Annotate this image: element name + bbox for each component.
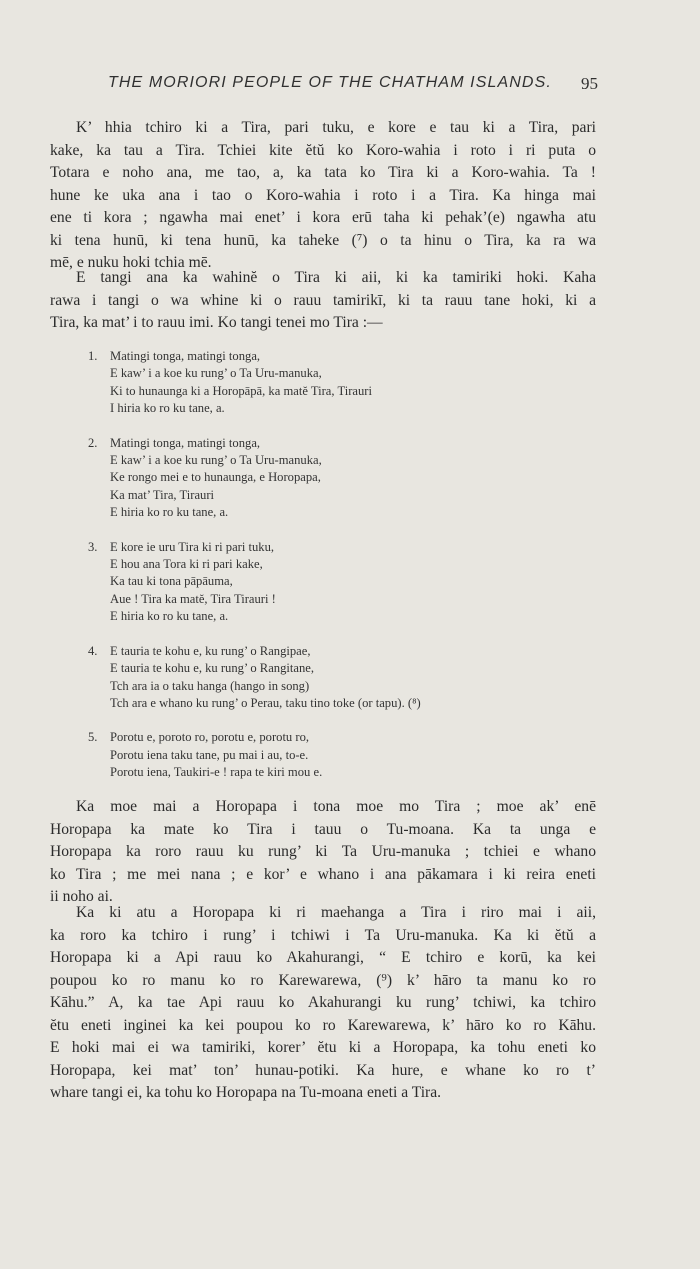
text-line: E hoki mai ei wa tamiriki, korer’ ĕtu ki a Horopapa, ka tohu eneti ko [50, 1039, 596, 1056]
poem-line: Ka tau ki tona pāpāuma, [110, 574, 233, 589]
text-line: E tangi ana ka wahinĕ o Tira ki aii, ki ka tamiriki hoki. Kaha [76, 269, 596, 286]
text-line: Tira, ka mat’ i to rauu imi. Ko tangi tenei mo Tira :— [50, 314, 383, 331]
poem-line: Ke rongo mei e to hunaunga, e Horopapa, [110, 470, 321, 485]
paragraph-3 [50, 796, 596, 909]
stanza-number: 5. [88, 730, 98, 745]
poem-line: Tch ara ia o taku hanga (hango in song) [110, 678, 310, 693]
text-line: Totara e noho ana, me tao, a, ka tata ko Tira ki a Koro-wahia. Ta ! [50, 164, 596, 181]
poem-line: Ka mat’ Tira, Tirauri [110, 487, 215, 502]
poem-line: Porotu iena taku tane, pu mai i au, to-e. [110, 747, 309, 762]
text-line: Ka ki atu a Horopapa ki ri maehanga a Tira i riro mai i aii, [76, 904, 596, 921]
poem-line: E kaw’ i a koe ku rung’ o Ta Uru-manuka, [110, 453, 322, 468]
text-line: ka roro ka tchiro i rung’ i tchiwi i Ta Uru-manuka. Ka ki ĕtŭ a [50, 926, 596, 944]
poem-line: Porotu iena, Taukiri-e ! rapa te kiri mou e. [110, 765, 323, 780]
poem-line: Ki to hunaunga ki a Horopāpā, ka matĕ Tira, Tirauri [110, 383, 372, 398]
stanza-number: 3. [88, 539, 98, 554]
paragraph-2 [50, 267, 596, 335]
text-line: ki tena hunū, ki tena hunū, ka taheke (⁷) o ta hinu o Tira, ka ra wa [50, 231, 596, 249]
stanza-number: 2. [88, 435, 98, 450]
text-line: whare tangi ei, ka tohu ko Horopapa na Tu-moana eneti a Tira. [50, 1084, 442, 1101]
stanza-3 [88, 539, 548, 626]
text-line: Horopapa ka roro rauu ku rung’ ki Ta Uru-manuka ; tchiei e whano [50, 843, 596, 860]
paragraph-4 [50, 902, 596, 1105]
stanza-number: 4. [88, 643, 98, 658]
text-line: ko Tira ; me mei nana ; e kor’ e whano i ana pākamara i ki reira eneti [50, 865, 596, 883]
text-line: K’ hhia tchiro ki a Tira, pari tuku, e kore e tau ki a Tira, pari [76, 119, 596, 136]
page-number: 95 [581, 74, 598, 93]
text-line: Kāhu.” A, ka tae Api rauu ko Akahurangi ku rung’ tchiwi, ka tchiro [50, 994, 596, 1011]
stanza-number: 1. [88, 349, 98, 363]
text-line: rawa i tangi o wa whine ki o rauu tamirikī, ki ta rauu tane hoki, ki a [50, 291, 596, 309]
poem-line: E kore ie uru Tira ki ri pari tuku, [110, 539, 275, 554]
text-line: Horopapa ka mate ko Tira i tauu o Tu-moana. Ka ta unga e [50, 820, 596, 838]
running-header [108, 74, 598, 98]
poem-line: E tauria te kohu e, ku rung’ o Rangipae, [110, 643, 311, 658]
text-line: ĕtu eneti inginei ka kei poupou ko ro Karewarewa, k’ hāro ko ro Kāhu. [50, 1016, 596, 1034]
text-line: Horopapa ki a Api rauu ko Akahurangi, “ E tchiro e korū, ka kei [50, 949, 596, 966]
text-line: poupou ko ro manu ko ro Karewarewa, (⁹) k’ hāro ta manu ko ro [50, 971, 596, 989]
poem-line: E hiria ko ro ku tane, a. [110, 609, 229, 624]
stanza-2 [88, 435, 548, 522]
running-title: THE MORIORI PEOPLE OF THE CHATHAM ISLANDS. [108, 74, 552, 91]
stanza-5 [88, 729, 548, 781]
lament-poem [88, 348, 548, 799]
poem-line: E tauria te kohu e, ku rung’ o Rangitane, [110, 661, 315, 676]
poem-line: Tch ara e whano ku rung’ o Perau, taku tino toke (or tapu). (⁸) [110, 695, 421, 710]
paragraph-1 [50, 117, 596, 275]
text-line: mē, e nuku hoki tchia mē. [50, 254, 212, 271]
text-line: ene ti kora ; ngawha mai enet’ i kora erū taha ki pehak’(e) ngawha atu [50, 209, 596, 226]
text-line: Ka moe mai a Horopapa i tona moe mo Tira ; moe ak’ enē [76, 798, 596, 815]
text-line: Horopapa, kei mat’ ton’ hunau-potiki. Ka hure, e whane ko ro t’ [50, 1061, 596, 1079]
poem-line: Matingi tonga, matingi tonga, [110, 349, 261, 363]
poem-line: E hou ana Tora ki ri pari kake, [110, 557, 263, 572]
stanza-4 [88, 643, 548, 713]
poem-line: E kaw’ i a koe ku rung’ o Ta Uru-manuka, [110, 366, 322, 381]
poem-line: Aue ! Tira ka matĕ, Tira Tirauri ! [110, 591, 276, 606]
text-line: ii noho ai. [50, 888, 113, 905]
poem-line: Matingi tonga, matingi tonga, [110, 435, 261, 450]
text-line: hune ke uka ana i tao o Koro-wahia i roto i a Tira. Ka hinga mai [50, 186, 596, 204]
poem-line: E hiria ko ro ku tane, a. [110, 505, 229, 520]
poem-line: I hiria ko ro ku tane, a. [110, 401, 225, 416]
text-line: kake, ka tau a Tira. Tchiei kite ĕtŭ ko Koro-wahia i roto i ri puta o [50, 141, 596, 159]
stanza-1 [88, 348, 548, 418]
poem-line: Porotu e, poroto ro, porotu e, porotu ro, [110, 730, 310, 745]
